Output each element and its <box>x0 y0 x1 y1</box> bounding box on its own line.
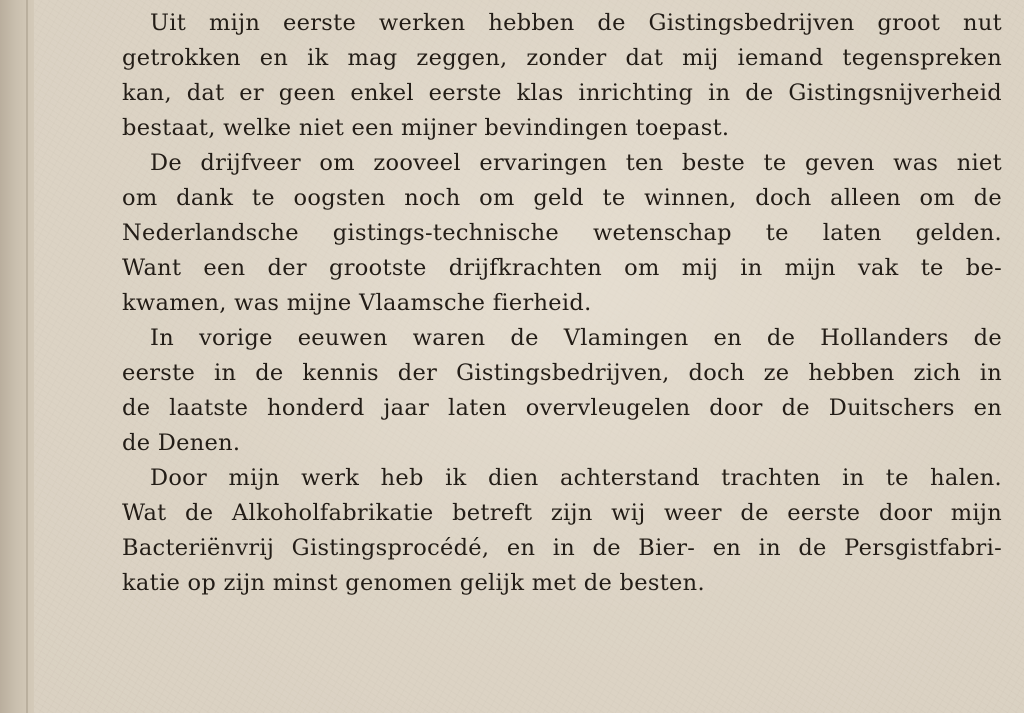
text-line: om dank te oogsten noch om geld te winnen, doch alleen om de <box>122 185 1002 211</box>
text-line: eerste in de kennis der Gistingsbedrijven, doch ze hebben zich in <box>122 360 1002 386</box>
text-line: Nederlandsche gistings-technische wetenschap te laten gelden. <box>122 220 1002 246</box>
paragraph-3 <box>122 321 1002 461</box>
text-line: de Denen. <box>122 430 241 456</box>
text-line: katie op zijn minst genomen gelijk met de besten. <box>122 570 705 596</box>
text-line: kan, dat er geen enkel eerste klas inrichting in de Gistingsnijverheid <box>122 80 1002 106</box>
paragraph-4 <box>122 461 1002 601</box>
text-line: bestaat, welke niet een mijner bevindingen toepast. <box>122 115 730 141</box>
text-line: kwamen, was mijne Vlaamsche fierheid. <box>122 290 592 316</box>
text-line: Uit mijn eerste werken hebben de Gistingsbedrijven groot nut <box>150 10 1002 36</box>
text-line: In vorige eeuwen waren de Vlamingen en de Hollanders de <box>150 325 1002 351</box>
text-line: Door mijn werk heb ik dien achterstand trachten in te halen. <box>150 465 1002 491</box>
text-line: Bacteriënvrij Gistingsprocédé, en in de Bier- en in de Persgistfabri- <box>122 535 1002 561</box>
paragraph-1 <box>122 6 1002 146</box>
text-line: Want een der grootste drijfkrachten om mij in mijn vak te be- <box>122 255 1002 281</box>
text-line: getrokken en ik mag zeggen, zonder dat mij iemand tegenspreken <box>122 45 1002 71</box>
text-line: de laatste honderd jaar laten overvleugelen door de Duitschers en <box>122 395 1002 421</box>
book-gutter <box>0 0 34 713</box>
book-page <box>34 0 1024 713</box>
gutter-edge <box>26 0 28 713</box>
text-line: Wat de Alkoholfabrikatie betreft zijn wij weer de eerste door mijn <box>122 500 1002 526</box>
text-line: De drijfveer om zooveel ervaringen ten beste te geven was niet <box>150 150 1002 176</box>
page-text <box>122 6 1002 601</box>
paragraph-2 <box>122 146 1002 321</box>
